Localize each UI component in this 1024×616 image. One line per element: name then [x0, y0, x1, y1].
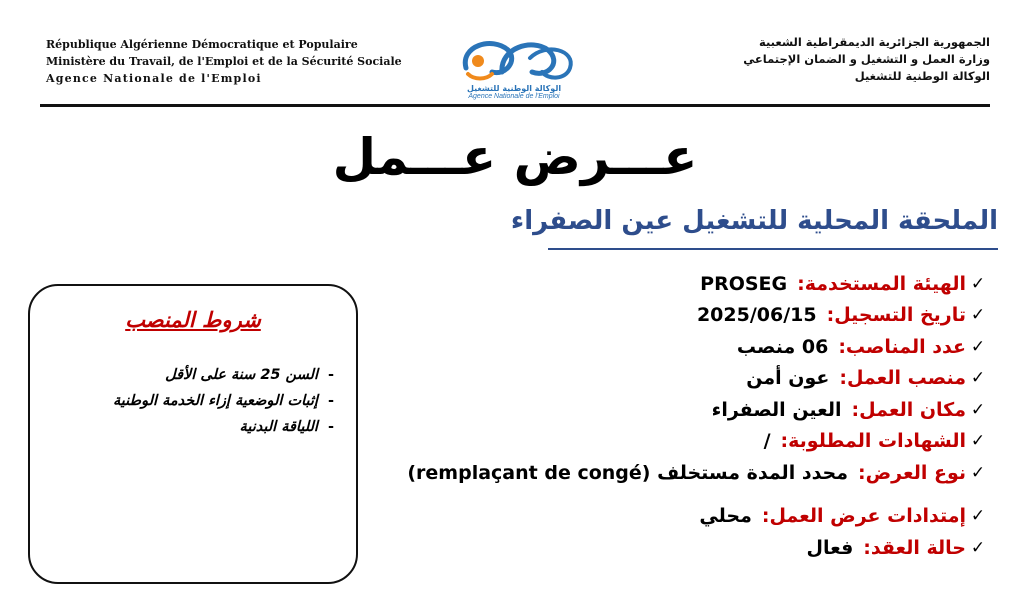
header-fr-line-3: Agence Nationale de l'Emploi [46, 72, 262, 85]
checkmark-icon: ✓ [970, 305, 986, 326]
checkmark-icon: ✓ [970, 431, 986, 452]
detail-value: فعال [806, 536, 854, 559]
header-divider [40, 104, 990, 107]
header-arabic [570, 34, 990, 85]
header-ar-line-2: وزارة العمل و التشغيل و الضمان الإجتماعي [743, 52, 990, 66]
detail-value: PROSEG [700, 272, 788, 295]
agency-name: الملحقة المحلية للتشغيل عين الصفراء [510, 206, 998, 236]
detail-value: العين الصفراء [711, 398, 842, 421]
detail-row-registration-date [350, 300, 990, 332]
detail-row-offer-scope [350, 501, 990, 533]
checkmark-icon: ✓ [970, 506, 986, 527]
checkmark-icon: ✓ [970, 336, 986, 357]
detail-row-required-diplomas [350, 426, 990, 458]
conditions-list [44, 362, 334, 440]
condition-text: السن 25 سنة على الأقل [165, 367, 318, 383]
condition-text: إثبات الوضعية إزاء الخدمة الوطنية [113, 393, 318, 409]
conditions-title: شروط المنصب [125, 308, 261, 332]
detail-label: منصب العمل: [839, 367, 966, 390]
header-fr-line-1: République Algérienne Démocratique et Populaire [46, 38, 358, 51]
dash-bullet-icon: - [327, 419, 334, 435]
detail-row-employer [350, 268, 990, 300]
detail-label: تاريخ التسجيل: [826, 304, 966, 327]
checkmark-icon: ✓ [970, 273, 986, 294]
detail-label: الهيئة المستخدمة: [797, 272, 966, 295]
offer-details [350, 268, 990, 564]
detail-label: نوع العرض: [858, 461, 966, 484]
header-french [46, 36, 426, 87]
detail-label: عدد المناصب: [838, 335, 966, 358]
checkmark-icon: ✓ [970, 537, 986, 558]
logo-caption-fr: Agence Nationale de l'Emploi [468, 93, 560, 100]
agency-underline [548, 248, 998, 250]
logo-caption-ar: الوكالة الوطنية للتشغيل [466, 84, 562, 93]
condition-item [44, 414, 334, 440]
detail-label: مكان العمل: [851, 398, 966, 421]
detail-row-job-title [350, 363, 990, 395]
checkmark-icon: ✓ [970, 462, 986, 483]
detail-value: / [763, 430, 771, 453]
logo-caption [444, 84, 584, 100]
detail-row-positions-count [350, 331, 990, 363]
detail-value: 06 منصب [736, 335, 829, 358]
dash-bullet-icon: - [327, 393, 334, 409]
condition-text: اللياقة البدنية [239, 419, 318, 435]
dash-bullet-icon: - [327, 367, 334, 383]
job-conditions-box [28, 284, 358, 584]
detail-row-contract-status [350, 532, 990, 564]
checkmark-icon: ✓ [970, 399, 986, 420]
detail-value: 2025/06/15 [696, 304, 817, 327]
checkmark-icon: ✓ [970, 368, 986, 389]
detail-label: إمتدادات عرض العمل: [761, 505, 966, 528]
page-title: عـــرض عـــمل [332, 128, 698, 186]
detail-label: الشهادات المطلوبة: [780, 430, 966, 453]
detail-row-offer-type [350, 457, 990, 489]
header-fr-line-2: Ministère du Travail, de l'Emploi et de la Sécurité Sociale [46, 55, 402, 68]
condition-item [44, 362, 334, 388]
header-ar-line-1: الجمهورية الجزائرية الديمقراطية الشعبية [758, 35, 990, 49]
detail-row-work-location [350, 394, 990, 426]
detail-value: محلي [699, 505, 752, 528]
condition-item [44, 388, 334, 414]
detail-value: عون أمن [746, 367, 830, 390]
detail-value: محدد المدة مستخلف (remplaçant de congé) [407, 461, 848, 484]
header-ar-line-3: الوكالة الوطنية للتشغيل [854, 69, 990, 83]
detail-label: حالة العقد: [863, 536, 966, 559]
